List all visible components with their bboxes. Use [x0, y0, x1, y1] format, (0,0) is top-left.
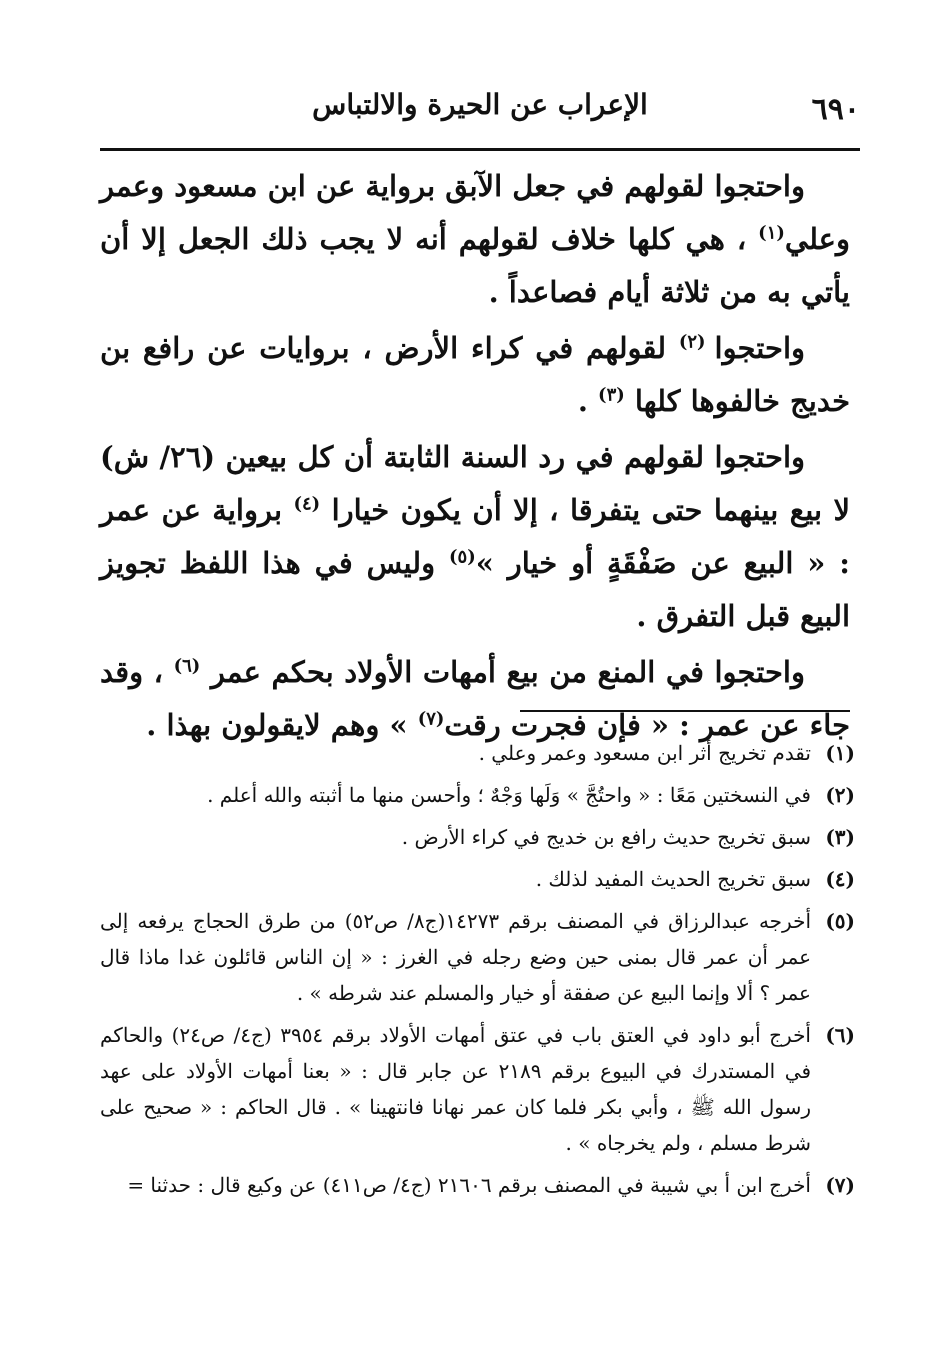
paragraph-text: وليس في هذا اللفظ تجويز البيع قبل التفرق . — [100, 546, 850, 633]
paragraph-text: لقولهم في كراء الأرض ، بروايات عن رافع بن خديج خالفوها كلها — [100, 331, 850, 418]
footnote-number: (٦) — [825, 1023, 855, 1047]
paragraph-text: في رد السنة الثابتة أن كل بيعين (٢٦/ ش) لا بيع بينهما حتى يتفرقا ، إلا أن يكون خيارا — [100, 440, 851, 527]
paragraph — [100, 431, 850, 643]
footnote — [100, 861, 855, 897]
paragraph-text: » وهم لايقولون بهذا . — [146, 708, 418, 742]
footnote-reference: (٥) — [449, 546, 476, 568]
paragraph-text: . — [577, 384, 599, 418]
footnote-number: (٧) — [825, 1173, 855, 1197]
footnote — [100, 903, 855, 1011]
paragraph-lead: واحتجوا — [714, 331, 806, 365]
footnote — [100, 1167, 855, 1203]
footnote-reference: (٧) — [417, 708, 445, 730]
footnote-reference: (٦) — [173, 655, 201, 677]
paragraph-text: ، وقد جاء عن عمر : « فإن فجرت رقت — [100, 655, 850, 742]
footnote-reference: (٤) — [293, 493, 321, 515]
footnote-text: في النسختين مَعًا : « واحتُجَّ » وَلَها وَجْهٌ ؛ وأحسن منها ما أثبته والله أعلم . — [207, 783, 811, 807]
book-title: الإعراب عن الحيرة والالتباس — [312, 88, 648, 121]
footnote-reference: (٣) — [598, 384, 625, 406]
footnote-text: سبق تخريج حديث رافع بن خديج في كراء الأرض . — [401, 825, 811, 849]
footnote-number: (١) — [825, 741, 855, 765]
paragraph-lead: واحتجوا لقولهم — [624, 169, 805, 203]
footnotes-section — [100, 735, 855, 1209]
paragraph-text: في جعل الآبق برواية عن ابن مسعود وعمر وعلي — [100, 169, 850, 256]
paragraph-lead: واحتجوا لقولهم — [624, 440, 806, 474]
footnote-text: أخرج ابن أ بي شيبة في المصنف برقم ٢١٦٠٦ (ج٤/ ص٤١١) عن وكيع قال : حدثنا = — [127, 1173, 811, 1197]
footnote-number: (٢) — [825, 783, 855, 807]
paragraph-text: برواية عن عمر : « البيع عن صَفْقَةٍ أو خيار » — [100, 493, 850, 580]
page-header — [100, 86, 860, 148]
footnote-text: تقدم تخريج أثر ابن مسعود وعمر وعلي . — [478, 741, 811, 765]
footnote — [100, 819, 855, 855]
paragraph — [100, 322, 850, 428]
footnote-reference: (١) — [758, 222, 785, 244]
footnote-number: (٣) — [825, 825, 855, 849]
page-number: ٦٩٠ — [811, 92, 860, 127]
paragraph-text: في المنع من بيع أمهات الأولاد بحكم عمر — [200, 655, 715, 689]
paragraph — [100, 160, 850, 319]
footnote — [100, 777, 855, 813]
footnote-text: أخرج أبو داود في العتق باب في عتق أمهات الأولاد برقم ٣٩٥٤ (ج٤/ ص٢٤) والحاكم في المستدرك في البيوع برقم ٢١٨٩ عن جابر قال : « بعنا أمهات الأولاد على عهد رسول الله ﷺ ، وأبي بكر فلما كان عمر نهانا فانتهينا » . قال الحاكم : « صحيح على شرط مسلم ، ولم يخرجاه » . — [100, 1023, 812, 1155]
footnote-text: أخرجه عبدالرزاق في المصنف برقم ١٤٢٧٣(ج٨/ ص٥٢) من طرق الحجاج يرفعه إلى عمر أن عمر قال بمنى حين وضع رجله في الغرز : « إن الناس قائلون غدا ماذا قال عمر ؟ ألا وإنما البيع عن صفقة أو خيار والمسلم عند شرطه » . — [100, 909, 812, 1005]
footnote-text: سبق تخريج الحديث المفيد لذلك . — [535, 867, 811, 891]
paragraph-lead: واحتجوا — [714, 655, 805, 689]
footnote-divider — [520, 710, 850, 712]
footnote-reference: (٢) — [678, 331, 715, 353]
footnote-number: (٤) — [825, 867, 855, 891]
main-text — [100, 160, 850, 755]
header-divider — [100, 148, 860, 151]
footnote-number: (٥) — [825, 909, 855, 933]
paragraph-text: ، هي كلها خلاف لقولهم أنه لا يجب ذلك الجعل إلا أن يأتي به من ثلاثة أيام فصاعداً . — [100, 222, 850, 309]
footnote — [100, 735, 855, 771]
footnote — [100, 1017, 855, 1161]
